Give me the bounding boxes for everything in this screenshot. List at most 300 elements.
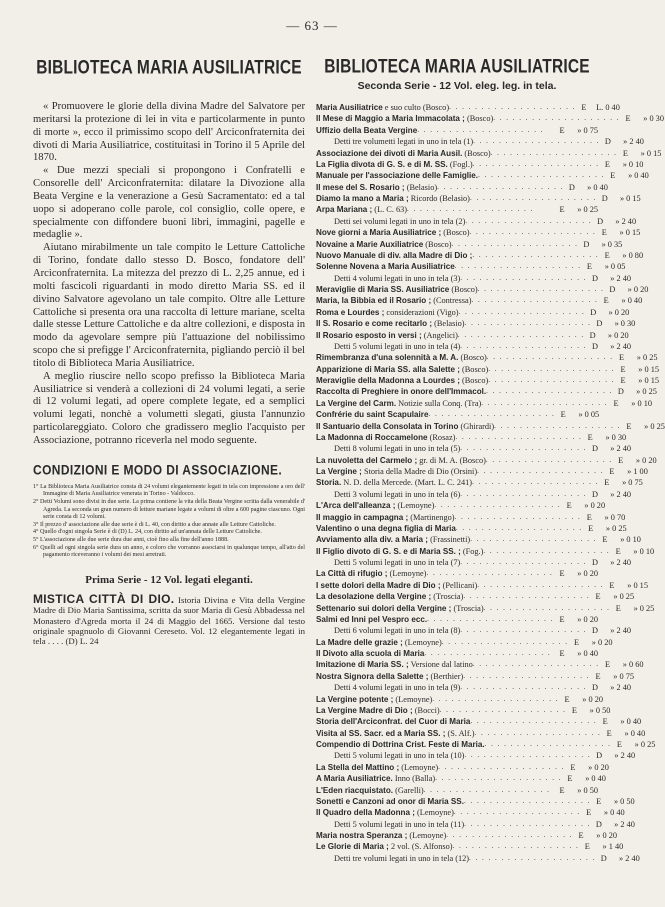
- entry-title: La Vergine potente ; (Lemoyne): [316, 694, 433, 704]
- leader-dots: . . . . . . . . . . . . . . . . . . . .: [465, 216, 593, 225]
- entry-title: Uffizio della Beata Vergine: [316, 125, 418, 135]
- leader-dots: . . . . . . . . . . . . . . . . . . . .: [452, 842, 580, 851]
- entry-title: Detti tre volumi legati in uno in tela (12): [334, 853, 470, 863]
- leader-dots: . . . . . . . . . . . . . . . . . . . .: [449, 103, 576, 111]
- leader-dots: . . . . . . . . . . . . . . . . . . . .: [473, 137, 600, 146]
- catalog-entry: [316, 466, 648, 477]
- catalog-entry: [316, 170, 649, 181]
- entry-title: Detti sei volumi legati in uno in tela (2): [334, 216, 466, 226]
- leader-dots: . . . . . . . . . . . . . . . . . . . .: [451, 239, 579, 248]
- entry-price: » 0 10: [620, 535, 641, 545]
- entry-edition: E: [618, 353, 625, 363]
- entry-title: Imitazione di Maria SS. ; Versione dal latino: [316, 660, 473, 670]
- entry-edition: E: [559, 785, 565, 795]
- catalog-entry: [316, 216, 637, 227]
- entry-price: » 0 25: [633, 603, 655, 613]
- leader-dots: . . . . . . . . . . . . . . . . . . . .: [428, 410, 556, 419]
- entry-edition: E: [595, 671, 601, 681]
- entry-edition: E: [564, 694, 570, 704]
- catalog-entry: [316, 477, 643, 488]
- entry-price: » 0 10: [631, 398, 653, 408]
- entry-title: Novaine a Marie Auxiliatrice (Bosco): [316, 239, 452, 249]
- entry-title: Detti tre volumetti legati in uno in tela (1): [334, 137, 474, 147]
- entry-edition: D: [600, 853, 607, 863]
- entry-title: Il Divoto alla scuola di Maria: [316, 649, 425, 658]
- entry-price: » 0 20: [588, 762, 609, 772]
- leader-dots: . . . . . . . . . . . . . . . . . . . .: [469, 194, 597, 202]
- leader-dots: . . . . . . . . . . . . . . . . . . . .: [488, 376, 616, 384]
- conditions-rules: [33, 484, 305, 560]
- intro-paragraph: « Due mezzi speciali si propongono i Confratelli e Consorelle dell' Arciconfraternita: dilatare la Divozione alla Beata Vergine e la venerazione a Gesù Sacramentato: ed a tal uopo si adoperano colle parole, col consiglio, colle opere, e specialmente con diffondere buoni libri, immagini, pagelle e medaglie ».: [33, 165, 305, 241]
- mistica-price: L. 24: [79, 636, 99, 647]
- right-title: BIBLIOTECA MARIA AUSILIATRICE: [324, 56, 590, 78]
- entry-title: Apparizione di Maria SS. alla Salette ; (Bosco): [316, 364, 489, 374]
- leader-dots: . . . . . . . . . . . . . . . . . . . .: [483, 603, 611, 612]
- entry-price: » 1 00: [627, 467, 648, 476]
- entry-price: » 2 40: [610, 626, 632, 636]
- catalog-entry: [316, 500, 606, 511]
- entry-edition: E: [605, 660, 611, 670]
- entry-title: Solenne Novena a Maria Ausiliatrice: [316, 262, 455, 272]
- entry-edition: E: [603, 296, 609, 306]
- entry-price: » 0 20: [591, 637, 613, 647]
- entry-edition: D: [592, 341, 599, 351]
- entry-price: » 0 70: [604, 512, 626, 522]
- entry-price: » 2 40: [610, 273, 632, 283]
- catalog-entry: [316, 546, 655, 557]
- catalog-entry: [316, 512, 626, 523]
- catalog-entry: [316, 671, 634, 682]
- entry-edition: E: [559, 125, 565, 135]
- entry-edition: E: [559, 614, 565, 624]
- catalog-entry: [316, 625, 632, 636]
- catalog-entry: [316, 557, 632, 568]
- catalog-entry: [316, 239, 623, 250]
- catalog-entry: [316, 364, 660, 375]
- entry-title: Il Rosario esposto in versi ; (Angelici): [316, 330, 458, 340]
- leader-dots: . . . . . . . . . . . . . . . . . . . .: [472, 159, 600, 168]
- entry-price: » 0 20: [608, 307, 630, 317]
- entry-title: Avviamento alla div. a Maria ; (Frassinetti): [316, 535, 471, 545]
- leader-dots: . . . . . . . . . . . . . . . . . . . .: [463, 796, 591, 805]
- entry-edition: E: [604, 250, 610, 260]
- catalog-entry: [316, 113, 664, 124]
- entry-price: » 0 40: [587, 182, 608, 192]
- leader-dots: . . . . . . . . . . . . . . . . . . . .: [446, 831, 573, 839]
- entry-price: » 0 15: [638, 376, 660, 385]
- leader-dots: . . . . . . . . . . . . . . . . . . . .: [474, 728, 602, 737]
- catalog-entry: [316, 250, 644, 261]
- leader-dots: . . . . . . . . . . . . . . . . . . . .: [488, 364, 616, 373]
- entry-price: » 0 40: [628, 171, 649, 181]
- leader-dots: . . . . . . . . . . . . . . . . . . . .: [460, 273, 588, 282]
- entry-price: » 0 40: [585, 774, 606, 784]
- entry-edition: E: [560, 410, 566, 420]
- leader-dots: . . . . . . . . . . . . . . . . . . . .: [441, 637, 569, 646]
- catalog-entry: [316, 148, 662, 159]
- catalog-entry: [316, 307, 630, 318]
- entry-edition: D: [609, 285, 616, 294]
- catalog-entry: [316, 102, 620, 113]
- entry-edition: E: [559, 649, 565, 658]
- leader-dots: . . . . . . . . . . . . . . . . . . . .: [477, 285, 605, 293]
- entry-edition: E: [609, 467, 615, 476]
- leader-dots: . . . . . . . . . . . . . . . . . . . .: [423, 785, 551, 794]
- entry-price: » 0 75: [613, 671, 634, 681]
- leader-dots: . . . . . . . . . . . . . . . . . . . .: [460, 558, 588, 566]
- entry-edition: E: [586, 808, 592, 818]
- entry-edition: D: [590, 307, 597, 317]
- entry-title: Manuale per l'associazione delle Famiglie.: [316, 171, 479, 181]
- entry-edition: E: [610, 171, 616, 181]
- conditions-title: CONDIZIONI E MODO DI ASSOCIAZIONE.: [33, 461, 283, 478]
- leader-dots: . . . . . . . . . . . . . . . . . . . .: [455, 432, 583, 441]
- catalog-entry: [316, 728, 646, 739]
- leader-dots: . . . . . . . . . . . . . . . . . . . .: [481, 398, 609, 407]
- leader-dots: . . . . . . . . . . . . . . . . . . . .: [463, 592, 591, 601]
- left-column: [33, 56, 305, 647]
- entry-edition: D: [595, 819, 602, 829]
- entry-title: Rimembranza d'una solennità a M. A. (Bosco): [316, 353, 487, 363]
- entry-title: Compendio di Dottrina Crist. Feste di Maria.: [316, 740, 485, 749]
- entry-edition: D: [568, 182, 575, 192]
- leader-dots: . . . . . . . . . . . . . . . . . . . .: [435, 774, 562, 783]
- entry-price: » 2 40: [619, 853, 640, 863]
- entry-title: La nuvoletta del Carmelo ; gr. di M. A. (Bosco): [316, 455, 486, 465]
- catalog-entry: [316, 853, 640, 864]
- catalog-entry: [316, 523, 627, 534]
- catalog-entry: [316, 204, 598, 215]
- entry-edition: E: [615, 603, 621, 613]
- intro-text: [33, 101, 305, 448]
- entry-title: Salmi ed Inni pel Vespro ecc.: [316, 614, 428, 624]
- rule-item: 4° Quello d'ogni singola Serie è di (D) L. 24, con diritto ad un'annata delle Letture Cattoliche.: [33, 529, 262, 536]
- second-series-subtitle: Seconda Serie - 12 Vol. eleg. leg. in tela.: [357, 80, 557, 92]
- entry-edition: E: [578, 831, 584, 840]
- rule-item: 6° Quelli ad ogni singola serie dura un anno, e coloro che vorranno associarsi in qualunque tempo, all'atto del pagamento riceveranno i volumi dei mesi arretrati.: [33, 544, 305, 559]
- catalog-entry: [316, 773, 606, 784]
- entry-edition: E: [620, 376, 626, 385]
- catalog-entry: [316, 568, 598, 579]
- catalog-entry: [316, 227, 641, 238]
- entry-price: » 0 30: [614, 319, 636, 329]
- entry-edition: D: [604, 137, 611, 147]
- entry-title: Il Quadro della Madonna ; (Lemoyne): [316, 808, 454, 818]
- entry-edition: E: [571, 705, 577, 715]
- entry-title: Roma e Lourdes ; considerazioni (Vigo): [316, 307, 459, 317]
- entry-price: » 0 25: [613, 592, 635, 602]
- catalog-entry: [316, 273, 632, 284]
- entry-edition: E: [625, 114, 631, 124]
- entry-price: » 0 75: [577, 125, 598, 135]
- leader-dots: . . . . . . . . . . . . . . . . . . . .: [486, 387, 613, 396]
- entry-price: » 1 40: [602, 842, 624, 852]
- catalog-entry: [316, 352, 658, 363]
- entry-title: Detti 5 volumi legati in uno in tela (11): [334, 819, 465, 829]
- catalog-entry: [316, 330, 629, 341]
- catalog-entry: [316, 534, 641, 545]
- entry-title: Meraviglie della Madonna a Lourdes ; (Bosco): [316, 376, 489, 385]
- entry-edition: E: [601, 228, 607, 238]
- catalog-entry: [316, 614, 598, 625]
- entry-edition: D: [592, 626, 599, 636]
- leader-dots: . . . . . . . . . . . . . . . . . . . .: [460, 683, 588, 692]
- entry-title: Detti 6 volumi legati in uno in tela (8): [334, 626, 461, 636]
- catalog-entry: [316, 659, 644, 670]
- catalog-entry: [316, 193, 641, 204]
- entry-edition: E: [602, 535, 608, 545]
- entry-price: » 2 40: [623, 137, 644, 147]
- entry-title: Nuovo Manuale di div. alla Madre di Dio ;: [316, 250, 473, 260]
- entry-price: » 0 30: [605, 432, 627, 442]
- entry-edition: D: [592, 273, 599, 283]
- entry-edition: E: [559, 569, 565, 579]
- catalog-entry: [316, 386, 657, 397]
- entry-price: » 0 25: [634, 740, 656, 749]
- entry-title: A Maria Ausiliatrice. Inno (Balla): [316, 774, 436, 784]
- entry-edition: D: [596, 751, 603, 761]
- entry-price: » 0 20: [577, 614, 598, 624]
- leader-dots: . . . . . . . . . . . . . . . . . . . .: [470, 535, 597, 544]
- mistica-entry: [33, 591, 305, 647]
- entry-title: Associazione dei divoti di Maria Ausil. (Bosco): [316, 148, 491, 158]
- entry-title: Detti 5 volumi legati in uno in tela (10): [334, 751, 465, 761]
- entry-edition: E: [609, 580, 615, 590]
- catalog-entry: [316, 489, 632, 500]
- leader-dots: . . . . . . . . . . . . . . . . . . . .: [453, 808, 581, 817]
- catalog-entry: [316, 295, 643, 306]
- entry-price: » 0 80: [622, 250, 644, 260]
- entry-title: Nostra Signora della Salette ; (Berthier): [316, 671, 464, 681]
- catalog-entry: [316, 807, 625, 818]
- catalog-entry: [316, 705, 611, 716]
- leader-dots: . . . . . . . . . . . . . . . . . . . .: [472, 250, 600, 259]
- entry-price: » 0 20: [582, 694, 604, 704]
- leader-dots: . . . . . . . . . . . . . . . . . . . .: [439, 705, 567, 714]
- entry-title: Valentino o una degna figlia di Maria: [316, 523, 456, 533]
- leader-dots: . . . . . . . . . . . . . . . . . . . .: [472, 660, 600, 669]
- catalog-entry: [316, 796, 635, 807]
- entry-title: La Stella del Mattino ; (Lemoyne): [316, 762, 439, 772]
- entry-title: Il Figlio divoto di G. S. e di Maria SS. ; (Fog.): [316, 546, 484, 556]
- entry-edition: E: [618, 455, 624, 465]
- entry-price: » 0 25: [636, 353, 658, 363]
- mistica-description: Istoria Divina e Vita della Vergine Madre di Dio Maria Santissima, scritta da suor Maria di Gesù Abbadessa nel Monastero d'Agreda morta il 24 di Maggio del 1665. Versione dal testo originale spagnuolo di Giovanni Cereseto. Vol. 12 elegantemente legati in tela: [33, 594, 305, 647]
- entry-price: » 2 40: [610, 683, 632, 693]
- leader-dots: . . . . . . . . . . . . . . . . . . . .: [454, 262, 582, 271]
- entry-price: » 2 40: [614, 751, 636, 761]
- entry-edition: E: [567, 774, 573, 784]
- entry-price: » 2 40: [615, 216, 637, 226]
- entry-price: » 0 40: [624, 728, 646, 738]
- entry-title: Confrérie du saint Scapulaire: [316, 410, 429, 420]
- catalog-entry: [316, 841, 624, 852]
- leader-dots: . . . . . . . . . . . . . . . . . . . .: [458, 307, 586, 316]
- leader-dots: . . . . . . . . . . . . . . . . . . . .: [455, 523, 583, 532]
- entry-title: Detti 5 volumi legati in uno in tela (7): [334, 558, 461, 567]
- entry-price: » 0 40: [603, 808, 625, 818]
- leader-dots: . . . . . . . . . . . . . . . . . . . .: [477, 580, 604, 589]
- entry-title: Detti 4 volumi legati in uno in tela (3): [334, 273, 461, 283]
- page-number: — 63 —: [286, 18, 338, 33]
- entry-edition: E: [604, 159, 610, 169]
- catalog-entry: [316, 409, 598, 420]
- entry-price: » 0 05: [604, 262, 626, 272]
- entry-edition: D: [592, 558, 599, 567]
- leader-dots: . . . . . . . . . . . . . . . . . . . .: [454, 512, 582, 521]
- entry-price: » 0 10: [633, 546, 655, 556]
- leader-dots: . . . . . . . . . . . . . . . . . . . .: [432, 694, 560, 703]
- entry-price: » 0 60: [622, 660, 644, 670]
- entry-edition: E: [587, 432, 593, 442]
- leader-dots: . . . . . . . . . . . . . . . . . . . .: [460, 444, 588, 453]
- catalog-entry: [316, 318, 636, 329]
- entry-price: » 0 10: [622, 159, 644, 169]
- leader-dots: . . . . . . . . . . . . . . . . . . . .: [493, 114, 620, 123]
- entry-price: » 0 35: [601, 239, 623, 249]
- leader-dots: . . . . . . . . . . . . . . . . . . . .: [460, 341, 588, 350]
- leader-dots: . . . . . . . . . . . . . . . . . . . .: [485, 455, 613, 464]
- entry-title: Arpa Mariana ; (L. C. 63): [316, 205, 408, 215]
- entry-title: Il mese del S. Rosario ; (Belasio): [316, 182, 438, 192]
- leader-dots: . . . . . . . . . . . . . . . . . . . .: [407, 205, 534, 214]
- left-title: BIBLIOTECA MARIA AUSILIATRICE: [36, 57, 302, 79]
- leader-dots: . . . . . . . . . . . . . . . . . . . .: [469, 228, 597, 237]
- entry-price: » 0 40: [620, 717, 642, 727]
- leader-dots: . . . . . . . . . . . . . . . . . . . .: [424, 649, 552, 657]
- entry-title: L'Arca dell'alleanza ; (Lemoyne): [316, 501, 435, 511]
- entry-title: Settenario sui dolori della Vergine ; (Troscia): [316, 603, 484, 613]
- entry-price: » 2 40: [614, 819, 635, 829]
- entry-edition: E: [626, 421, 632, 431]
- entry-price: » 2 40: [610, 341, 632, 351]
- entry-edition: E: [570, 762, 576, 772]
- entry-edition: E: [581, 103, 587, 112]
- entry-title: Meraviglie di Maria SS. Ausiliatrice (Bosco): [316, 285, 478, 294]
- entry-edition: D: [601, 194, 608, 203]
- leader-dots: . . . . . . . . . . . . . . . . . . . .: [472, 478, 599, 487]
- intro-paragraph: Aiutano mirabilmente un tale compito le Letture Cattoliche di Torino, fondate dallo stesso D. Bosco, fondatore dell' Arciconfraternita. La mitezza del prezzo di L. 2,25 annue, ed i molti fascicoli riguardanti in modo diretto Maria SS. ed il divino Salvatore agevolano un tale compito. Oltre alle Letture Cattoliche si presenta ora una raccolta di letture mariane, scelta dalle stesse Letture Cattoliche e da altre collezioni, e disposta in modo da agevolare sempre più l'attuazione del nobilissimo scopo che si prefigge l' Arciconfraternita, pigliando perciò il bel titolo di Biblioteca Maria Ausiliatrice.: [33, 242, 305, 369]
- entry-title: Storia. N. D. della Mercede. (Mart. L. C. 241): [316, 478, 473, 488]
- entry-edition: E: [622, 148, 628, 158]
- entry-price: » 0 20: [596, 831, 617, 840]
- leader-dots: . . . . . . . . . . . . . . . . . . . .: [484, 740, 612, 748]
- entry-price: » 0 25: [644, 421, 665, 431]
- entry-price: » 0 15: [640, 148, 662, 158]
- rule-item: 1° La Biblioteca Maria Ausiliatrice consta di 24 volumi elegantemente legati in tela con impressione a oro dell' Immagine di Maria Ausiliatrice venerata in Torino - Valdocco.: [33, 483, 305, 498]
- entry-title: La Vergine ; Storia della Madre di Dio (Orsini): [316, 467, 478, 476]
- rule-item: 3° Il prezzo d' associazione alle due serie è di L. 40, con diritto a due annate alle Letture Cattoliche.: [33, 521, 276, 528]
- entry-price: » 0 20: [635, 455, 657, 465]
- entry-price: » 0 20: [607, 330, 629, 340]
- catalog-entry: [316, 398, 653, 409]
- entry-title: La desolazione della Vergine ; (Troscia): [316, 592, 464, 602]
- entry-price: » 0 40: [621, 296, 643, 306]
- entry-edition: E: [596, 796, 602, 806]
- entry-edition: E: [613, 398, 619, 408]
- entry-price: » 0 20: [584, 501, 606, 511]
- catalog-entry: [316, 603, 655, 614]
- leader-dots: . . . . . . . . . . . . . . . . . . . .: [438, 762, 565, 771]
- leader-dots: . . . . . . . . . . . . . . . . . . . .: [464, 319, 592, 328]
- entry-price: » 0 15: [627, 580, 648, 590]
- catalog-entry: [316, 785, 598, 796]
- mistica-edition: (D): [65, 636, 78, 647]
- entry-price: » 0 50: [613, 796, 635, 806]
- entry-title: La Madonna di Roccamelone (Rosaz): [316, 432, 456, 442]
- mistica-title: MISTICA CITTÀ DI DIO.: [33, 591, 175, 606]
- entry-price: » 0 05: [578, 410, 600, 420]
- entry-title: Il S. Rosario e come recitarlo ; (Belasio): [316, 319, 465, 329]
- catalog-entry: [316, 762, 609, 773]
- catalog-entry: [316, 637, 613, 648]
- entry-price: » 0 15: [619, 194, 641, 203]
- catalog-entry: [316, 648, 598, 659]
- entry-edition: E: [586, 512, 592, 522]
- right-column: [316, 56, 665, 864]
- entry-price: » 0 20: [577, 569, 598, 579]
- entry-price: » 2 40: [610, 558, 632, 567]
- entry-edition: D: [583, 239, 590, 249]
- catalog-entry: [316, 375, 660, 386]
- leader-dots: . . . . . . . . . . . . . . . . . . . .: [464, 751, 592, 760]
- entry-price: » 0 75: [622, 478, 643, 488]
- leader-dots: . . . . . . . . . . . . . . . . . . . .: [464, 819, 591, 828]
- leader-dots: . . . . . . . . . . . . . . . . . . . .: [457, 330, 585, 339]
- entry-edition: D: [617, 387, 624, 397]
- leader-dots: . . . . . . . . . . . . . . . . . . . .: [483, 546, 611, 555]
- entry-edition: E: [586, 262, 592, 272]
- entry-title: La Vergine Madre di Dio ; (Bocci): [316, 705, 440, 715]
- entry-title: Il maggio in campagna ; (Martinengo): [316, 512, 455, 522]
- entry-price: » 0 15: [619, 228, 641, 238]
- entry-title: La Vergine del Carm. Notizie sulla Conq. (Tra): [316, 398, 482, 408]
- entry-title: La Madre delle grazie ; (Lemoyne): [316, 637, 442, 647]
- entry-title: Raccolta di Preghiere in onore dell'Immacol.: [316, 387, 487, 397]
- entry-title: Maria Ausiliatrice e suo culto (Bosco): [316, 103, 450, 112]
- entry-price: » 0 50: [589, 705, 611, 715]
- leader-dots: . . . . . . . . . . . . . . . . . . . .: [469, 853, 596, 862]
- entry-title: Detti 4 volumi legati in uno in tela (9): [334, 683, 461, 693]
- catalog-entry: [316, 591, 635, 602]
- entry-title: Il Santuario della Consolata in Torino (Ghirardi): [316, 421, 495, 431]
- entry-title: Nove giorni a Maria Ausiliatrice ; (Bosco): [316, 228, 470, 238]
- entry-price: » 0 20: [627, 285, 649, 294]
- catalog-entry: [316, 125, 598, 136]
- catalog-entry: [316, 341, 632, 352]
- catalog-entry: [316, 159, 644, 170]
- rule-item: 5° L'associazione alle due serie dura due anni, cioè fino alla fine dell'anno 1888.: [33, 536, 229, 543]
- leader-dots: . . . . . . . . . . . . . . . . . . . .: [437, 182, 564, 191]
- leader-dots: . . . . . . . . . . . . . . . . . . . .: [471, 296, 599, 305]
- catalog-entry: [316, 284, 649, 295]
- catalog-entry: [316, 682, 632, 693]
- entry-edition: E: [595, 592, 601, 602]
- intro-paragraph: « Promuovere le glorie della divina Madre del Salvatore per meritarsi la protezione di lei in vita e particolarmente in punto di morte », ecco il primissimo scopo dell' Arciconfraternita dei divoti di Maria Ausiliatrice, costituitasi in Torino il 5 Aprile del 1870.: [33, 101, 305, 164]
- leader-dots: . . . . . . . . . . . . . . . . . . . .: [460, 489, 588, 498]
- entry-edition: E: [606, 728, 612, 738]
- entry-edition: D: [596, 319, 603, 329]
- catalog-entry: [316, 432, 627, 443]
- leader-dots: . . . . . . . . . . . . . . . . . . . .: [417, 125, 544, 134]
- entry-title: La Figlia divota di G. S. e di M. SS. (Fogl.): [316, 159, 473, 169]
- catalog-entry: [316, 739, 656, 750]
- catalog-entry: [316, 716, 642, 727]
- entry-title: La Città di rifugio ; (Lemoyne): [316, 569, 427, 579]
- entry-edition: E: [588, 523, 594, 533]
- catalog-entry: [316, 580, 648, 591]
- entry-edition: E: [616, 740, 622, 749]
